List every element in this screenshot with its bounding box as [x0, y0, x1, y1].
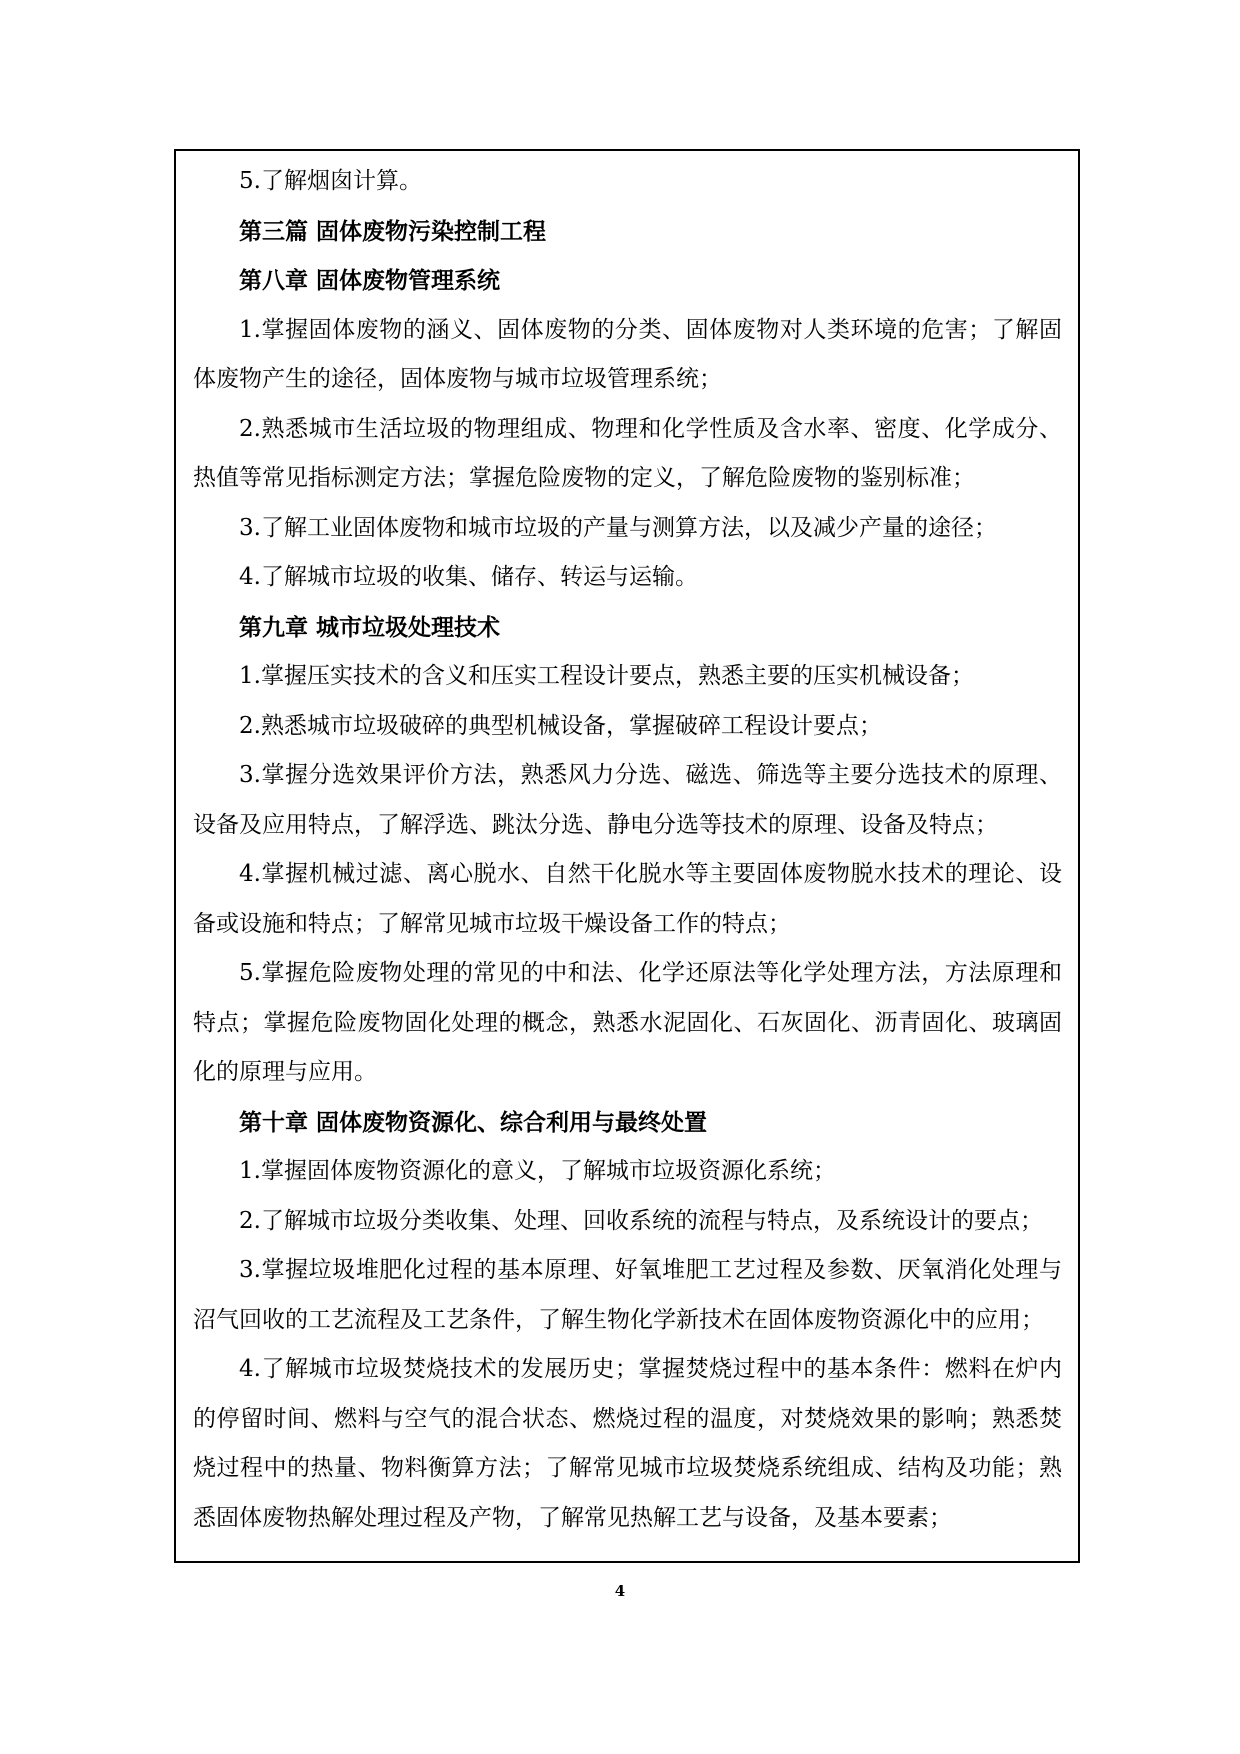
ch10-item-1: 1.掌握固体废物资源化的意义，了解城市垃圾资源化系统； — [239, 1158, 836, 1184]
ch9-item-4: 4.掌握机械过滤、离心脱水、自然干化脱水等主要固体废物脱水技术的理论、设备或设施和特点；了解常见城市垃圾干燥设备工作的特点； — [193, 861, 1062, 937]
item-stack-calc: 5.了解烟囱计算。 — [239, 168, 422, 194]
page-number: 4 — [614, 1582, 626, 1600]
ch8-item-4: 4.了解城市垃圾的收集、储存、转运与运输。 — [239, 564, 698, 590]
part-three-heading: 第三篇 固体废物污染控制工程 — [239, 217, 547, 245]
ch9-item-5: 5.掌握危险废物处理的常见的中和法、化学还原法等化学处理方法，方法原理和特点；掌握危险废物固化处理的概念，熟悉水泥固化、石灰固化、沥青固化、玻璃固化的原理与应用。 — [193, 960, 1062, 1085]
chapter-nine-heading: 第九章 城市垃圾处理技术 — [239, 613, 501, 641]
document-frame — [174, 149, 1080, 1563]
ch8-item-1: 1.掌握固体废物的涵义、固体废物的分类、固体废物对人类环境的危害；了解固体废物产生的途径，固体废物与城市垃圾管理系统； — [193, 316, 1062, 392]
ch8-item-2: 2.熟悉城市生活垃圾的物理组成、物理和化学性质及含水率、密度、化学成分、热值等常见指标测定方法；掌握危险废物的定义，了解危险废物的鉴别标准； — [193, 415, 1062, 491]
ch8-item-3: 3.了解工业固体废物和城市垃圾的产量与测算方法，以及减少产量的途径； — [239, 514, 997, 541]
ch10-item-4: 4.了解城市垃圾焚烧技术的发展历史；掌握焚烧过程中的基本条件：燃料在炉内的停留时间、燃料与空气的混合状态、燃烧过程的温度，对焚烧效果的影响；熟悉焚烧过程中的热量、物料衡算方法；了解常见城市垃圾焚烧系统组成、结构及功能；熟悉固体废物热解处理过程及产物，了解常见热解工艺与设备，及基本要素； — [193, 1356, 1062, 1531]
ch10-item-3: 3.掌握垃圾堆肥化过程的基本原理、好氧堆肥工艺过程及参数、厌氧消化处理与沼气回收的工艺流程及工艺条件，了解生物化学新技术在固体废物资源化中的应用； — [193, 1257, 1062, 1333]
ch9-item-2: 2.熟悉城市垃圾破碎的典型机械设备，掌握破碎工程设计要点； — [239, 712, 882, 739]
ch9-item-1: 1.掌握压实技术的含义和压实工程设计要点，熟悉主要的压实机械设备； — [239, 663, 974, 689]
ch9-item-3: 3.掌握分选效果评价方法，熟悉风力分选、磁选、筛选等主要分选技术的原理、设备及应用特点，了解浮选、跳汰分选、静电分选等技术的原理、设备及特点； — [193, 762, 1062, 838]
ch10-item-2: 2.了解城市垃圾分类收集、处理、回收系统的流程与特点，及系统设计的要点； — [239, 1207, 1043, 1234]
chapter-eight-heading: 第八章 固体废物管理系统 — [239, 267, 501, 294]
chapter-ten-heading: 第十章 固体废物资源化、综合利用与最终处置 — [239, 1108, 708, 1136]
